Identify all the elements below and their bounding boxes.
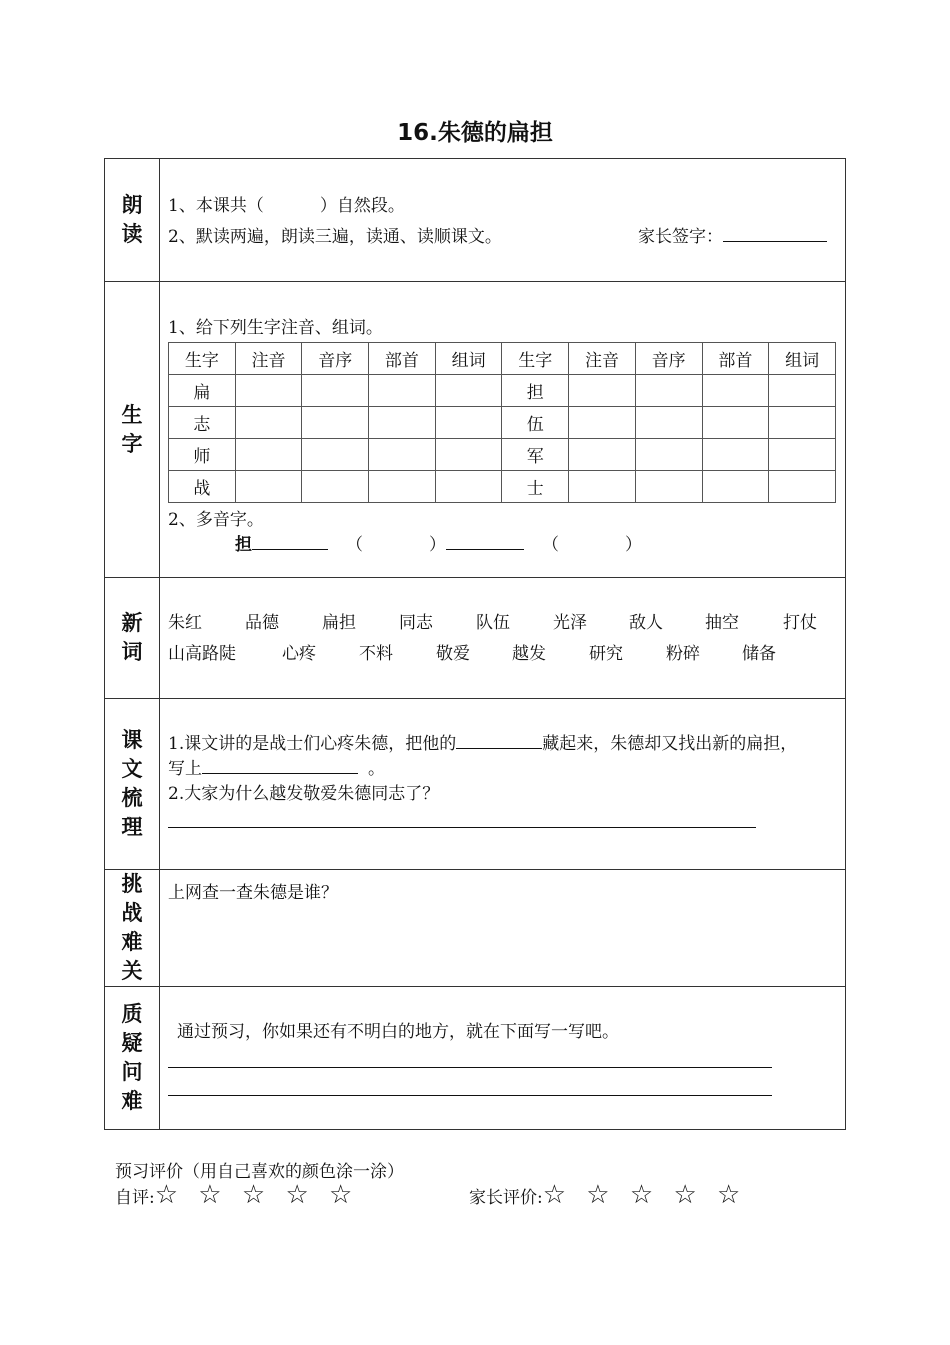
answer-cell[interactable] — [769, 375, 836, 407]
label-char: 问 — [121, 1060, 143, 1084]
column-header: 生字 — [502, 343, 569, 375]
parent-rating-stars[interactable]: ☆ ☆ ☆ ☆ ☆ — [542, 1180, 747, 1210]
answer-cell[interactable] — [769, 471, 836, 503]
word: 打仗 — [783, 613, 817, 633]
question-1-period: 。 — [368, 759, 385, 779]
polyphone-char: 担 — [235, 535, 252, 555]
word: 抽空 — [705, 613, 739, 633]
section-reading — [105, 159, 845, 281]
answer-cell[interactable] — [369, 471, 436, 503]
word-list-row-1 — [168, 608, 817, 633]
answer-cell[interactable] — [702, 375, 769, 407]
answer-cell[interactable] — [435, 407, 502, 439]
column-header: 音序 — [302, 343, 369, 375]
section-questions — [105, 986, 845, 1129]
answer-cell[interactable] — [635, 375, 702, 407]
signature-label: 家长签字： — [638, 227, 723, 247]
polyphone-pinyin-2[interactable] — [446, 548, 524, 550]
answer-line[interactable] — [168, 827, 756, 828]
char-cell: 志 — [169, 407, 236, 439]
answer-cell[interactable] — [369, 407, 436, 439]
section-characters — [105, 281, 845, 577]
label-char: 难 — [121, 1089, 143, 1113]
section-label-challenge — [105, 870, 160, 986]
paragraph-count-line — [168, 191, 405, 216]
word: 不料 — [359, 644, 393, 664]
table-header-row — [169, 343, 836, 375]
word: 敬爱 — [436, 644, 470, 664]
answer-cell[interactable] — [569, 375, 636, 407]
label-char: 字 — [121, 431, 143, 456]
section-label-questions — [105, 987, 160, 1129]
label-char: 读 — [121, 222, 143, 246]
question-1-blank-1[interactable] — [456, 747, 542, 749]
char-cell: 扁 — [169, 375, 236, 407]
question-2-text: 2.大家为什么越发敬爱朱德同志了？ — [168, 784, 440, 804]
answer-cell[interactable] — [235, 471, 302, 503]
word: 队伍 — [476, 613, 510, 633]
answer-cell[interactable] — [769, 439, 836, 471]
polyphone-line — [235, 530, 642, 555]
paren-close: ） — [625, 535, 642, 555]
word-list-row-2 — [168, 639, 776, 664]
column-header: 注音 — [235, 343, 302, 375]
section-label-reading — [105, 159, 160, 281]
answer-cell[interactable] — [302, 375, 369, 407]
self-evaluation — [115, 1180, 358, 1210]
word: 山高路陡 — [168, 644, 236, 664]
question-1-text: 1.课文讲的是战士们心疼朱德，把他的 — [168, 734, 457, 754]
table-row — [169, 471, 836, 503]
label-char: 课 — [121, 728, 143, 752]
char-cell: 师 — [169, 439, 236, 471]
column-header: 组词 — [435, 343, 502, 375]
char-cell: 军 — [502, 439, 569, 471]
answer-cell[interactable] — [702, 407, 769, 439]
reading-instruction: 2、默读两遍，朗读三遍，读通、读顺课文。 — [168, 227, 502, 247]
label-char: 战 — [121, 901, 143, 925]
parent-evaluation-label: 家长评价: — [469, 1188, 543, 1208]
table-row — [169, 375, 836, 407]
column-header: 注音 — [569, 343, 636, 375]
answer-cell[interactable] — [302, 439, 369, 471]
label-char: 挑 — [121, 872, 143, 896]
word: 研究 — [589, 644, 623, 664]
questions-instruction: 通过预习，你如果还有不明白的地方，就在下面写一写吧。 — [177, 1022, 619, 1042]
answer-cell[interactable] — [435, 439, 502, 471]
self-evaluation-label: 自评: — [115, 1188, 155, 1208]
characters-instruction: 1、给下列生字注音、组词。 — [168, 318, 383, 338]
section-text-review — [105, 698, 845, 869]
word: 粉碎 — [666, 644, 700, 664]
word: 扁担 — [322, 613, 356, 633]
paragraph-count-prefix: 1、本课共（ — [168, 196, 264, 216]
answer-cell[interactable] — [235, 439, 302, 471]
question-1-text-write: 写上 — [168, 759, 202, 779]
section-new-words — [105, 577, 845, 698]
question-1-line-1 — [168, 729, 797, 754]
word: 越发 — [512, 644, 546, 664]
label-char: 难 — [121, 930, 143, 954]
word: 光泽 — [553, 613, 587, 633]
word: 心疼 — [282, 644, 316, 664]
word: 朱红 — [168, 613, 202, 633]
answer-cell[interactable] — [635, 439, 702, 471]
answer-cell[interactable] — [569, 471, 636, 503]
column-header: 部首 — [702, 343, 769, 375]
section-challenge — [105, 869, 845, 986]
answer-cell[interactable] — [235, 375, 302, 407]
evaluation-heading: 预习评价（用自己喜欢的颜色涂一涂） — [115, 1162, 404, 1182]
answer-cell[interactable] — [369, 439, 436, 471]
answer-cell[interactable] — [435, 375, 502, 407]
answer-cell[interactable] — [435, 471, 502, 503]
section-label-text-review — [105, 699, 160, 869]
table-row — [169, 439, 836, 471]
section-label-characters — [105, 282, 160, 577]
label-char: 朗 — [121, 193, 143, 217]
signature-field[interactable] — [723, 240, 827, 242]
answer-cell[interactable] — [635, 471, 702, 503]
column-header: 部首 — [369, 343, 436, 375]
self-rating-stars[interactable]: ☆ ☆ ☆ ☆ ☆ — [154, 1180, 359, 1210]
answer-cell[interactable] — [302, 407, 369, 439]
label-char: 生 — [121, 402, 143, 427]
column-header: 音序 — [635, 343, 702, 375]
word: 敌人 — [629, 613, 663, 633]
word: 同志 — [399, 613, 433, 633]
label-char: 疑 — [121, 1031, 143, 1055]
label-char: 新 — [121, 611, 143, 635]
answer-cell[interactable] — [702, 439, 769, 471]
characters-grid — [168, 342, 836, 503]
section-label-new-words — [105, 578, 160, 698]
answer-cell[interactable] — [235, 407, 302, 439]
worksheet-table — [104, 158, 846, 1130]
word: 品德 — [245, 613, 279, 633]
page-title: 16.朱德的扁担 — [397, 120, 553, 146]
char-cell: 战 — [169, 471, 236, 503]
paragraph-count-suffix: ）自然段。 — [319, 196, 405, 216]
label-char: 关 — [121, 959, 143, 983]
answer-cell[interactable] — [635, 407, 702, 439]
char-cell: 担 — [502, 375, 569, 407]
paren-open: （ — [542, 535, 559, 555]
answer-cell[interactable] — [569, 439, 636, 471]
word: 储备 — [742, 644, 776, 664]
answer-line[interactable] — [168, 1095, 772, 1096]
parent-signature — [638, 222, 827, 247]
label-char: 质 — [121, 1002, 143, 1026]
answer-cell[interactable] — [569, 407, 636, 439]
column-header: 生字 — [169, 343, 236, 375]
question-1-blank-2[interactable] — [202, 772, 358, 774]
column-header: 组词 — [769, 343, 836, 375]
answer-cell[interactable] — [702, 471, 769, 503]
paren-close: ） — [429, 535, 446, 555]
char-cell: 士 — [502, 471, 569, 503]
polyphone-instruction: 2、多音字。 — [168, 510, 264, 530]
paren-open: （ — [346, 535, 363, 555]
question-1-line-2 — [168, 754, 385, 779]
parent-evaluation — [469, 1180, 746, 1210]
answer-line[interactable] — [168, 1067, 772, 1068]
label-char: 文 — [121, 757, 143, 781]
polyphone-pinyin-1[interactable] — [252, 548, 328, 550]
challenge-text: 上网查一查朱德是谁？ — [168, 883, 338, 903]
answer-cell[interactable] — [369, 375, 436, 407]
question-1-text-cont: 藏起来，朱德却又找出新的扁担， — [542, 734, 798, 754]
label-char: 词 — [121, 640, 143, 664]
answer-cell[interactable] — [302, 471, 369, 503]
label-char: 理 — [121, 815, 143, 839]
answer-cell[interactable] — [769, 407, 836, 439]
table-row — [169, 407, 836, 439]
char-cell: 伍 — [502, 407, 569, 439]
label-char: 梳 — [121, 786, 143, 810]
